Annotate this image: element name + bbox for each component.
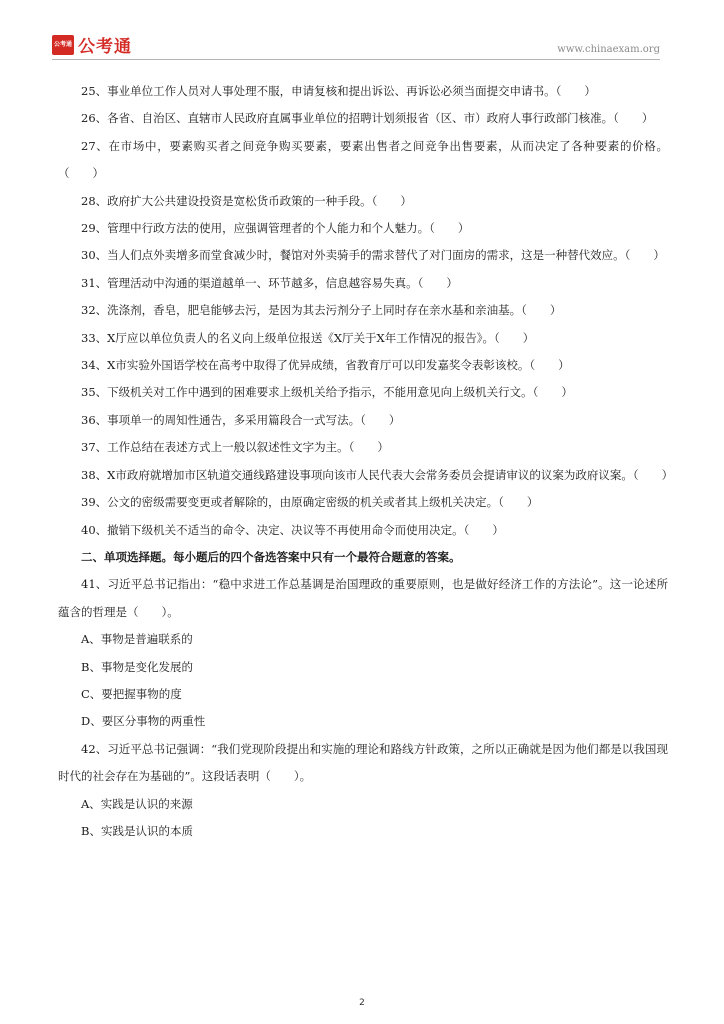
- section-instruction: 每小题后的四个备选答案中只有一个最符合题意的答案。: [173, 549, 461, 564]
- option-41-b: B、事物是变化发展的: [81, 659, 193, 674]
- option-42-b: B、实践是认识的本质: [81, 823, 193, 838]
- question-38: 38、X市政府就增加市区轨道交通线路建设事项向该市人民代表大会常务委员会提请审议的议案为政府议案。（ ）: [81, 467, 674, 482]
- logo-text: 公考通: [78, 37, 132, 57]
- question-33: 33、X厅应以单位负责人的名义向上级单位报送《X厅关于X年工作情况的报告》。（ ）: [81, 330, 535, 345]
- section-title: 二、单项选择题。: [81, 549, 173, 564]
- option-41-a: A、事物是普遍联系的: [81, 632, 193, 647]
- question-39: 39、公文的密级需要变更或者解除的，由原确定密级的机关或者其上级机关决定。（ ）: [81, 495, 539, 510]
- section-heading: [58, 544, 668, 571]
- page-number: 2: [359, 998, 365, 1008]
- option-41-d: D、要区分事物的两重性: [81, 714, 206, 729]
- question-37: 37、工作总结在表述方式上一般以叙述性文字为主。（ ）: [81, 440, 389, 455]
- question-28: 28、政府扩大公共建设投资是宽松货币政策的一种手段。（ ）: [81, 193, 412, 208]
- site-url[interactable]: www.chinaexam.org: [557, 44, 660, 55]
- question-35: 35、下级机关对工作中遇到的困难要求上级机关给予指示，不能用意见向上级机关行文。（ ）: [81, 385, 573, 400]
- document-body: [58, 78, 674, 845]
- question-29: 29、管理中行政方法的使用，应强调管理者的个人能力和个人魅力。（ ）: [81, 221, 470, 236]
- question-41: 41、习近平总书记指出：“稳中求进工作总基调是治国理政的重要原则，也是做好经济工作的方法论”。这一论述所蕴含的哲理是（ ）。: [58, 577, 668, 619]
- question-32: 32、洗涤剂，香皂，肥皂能够去污，是因为其去污剂分子上同时存在亲水基和亲油基。（ ）: [81, 303, 562, 318]
- question-27: 27、在市场中，要素购买者之间竞争购买要素，要素出售者之间竞争出售要素，从而决定了各种要素的价格。（ ）: [58, 138, 668, 181]
- logo[interactable]: [52, 32, 132, 57]
- question-42: 42、习近平总书记强调：“我们党现阶段提出和实施的理论和路线方针政策，之所以正确就是因为他们都是以我国现时代的社会存在为基础的”。这段话表明（ ）。: [58, 741, 668, 784]
- header-divider: [52, 59, 660, 60]
- question-26: 26、各省、自治区、直辖市人民政府直属事业单位的招聘计划须报省（区、市）政府人事行政部门核准。（ ）: [81, 111, 654, 126]
- page-header: [0, 0, 724, 62]
- question-25: 25、事业单位工作人员对人事处理不服，申请复核和提出诉讼、再诉讼必须当面提交申请书。（ ）: [81, 84, 596, 98]
- option-41-c: C、要把握事物的度: [81, 686, 182, 701]
- question-31: 31、管理活动中沟通的渠道越单一、环节越多，信息越容易失真。（ ）: [81, 275, 458, 290]
- question-36: 36、事项单一的周知性通告，多采用篇段合一式写法。（ ）: [81, 412, 401, 427]
- option-42-a: A、实践是认识的来源: [81, 796, 193, 811]
- logo-badge-icon: 公考通: [52, 35, 74, 55]
- question-30: 30、当人们点外卖增多而堂食减少时，餐馆对外卖骑手的需求替代了对门面房的需求，这是一种替代效应。（ ）: [81, 248, 665, 263]
- question-40: 40、撤销下级机关不适当的命令、决定、决议等不再使用命令而使用决定。（ ）: [81, 522, 504, 537]
- question-34: 34、X市实验外国语学校在高考中取得了优异成绩，省教育厅可以印发嘉奖令表彰该校。（ ）: [81, 358, 570, 373]
